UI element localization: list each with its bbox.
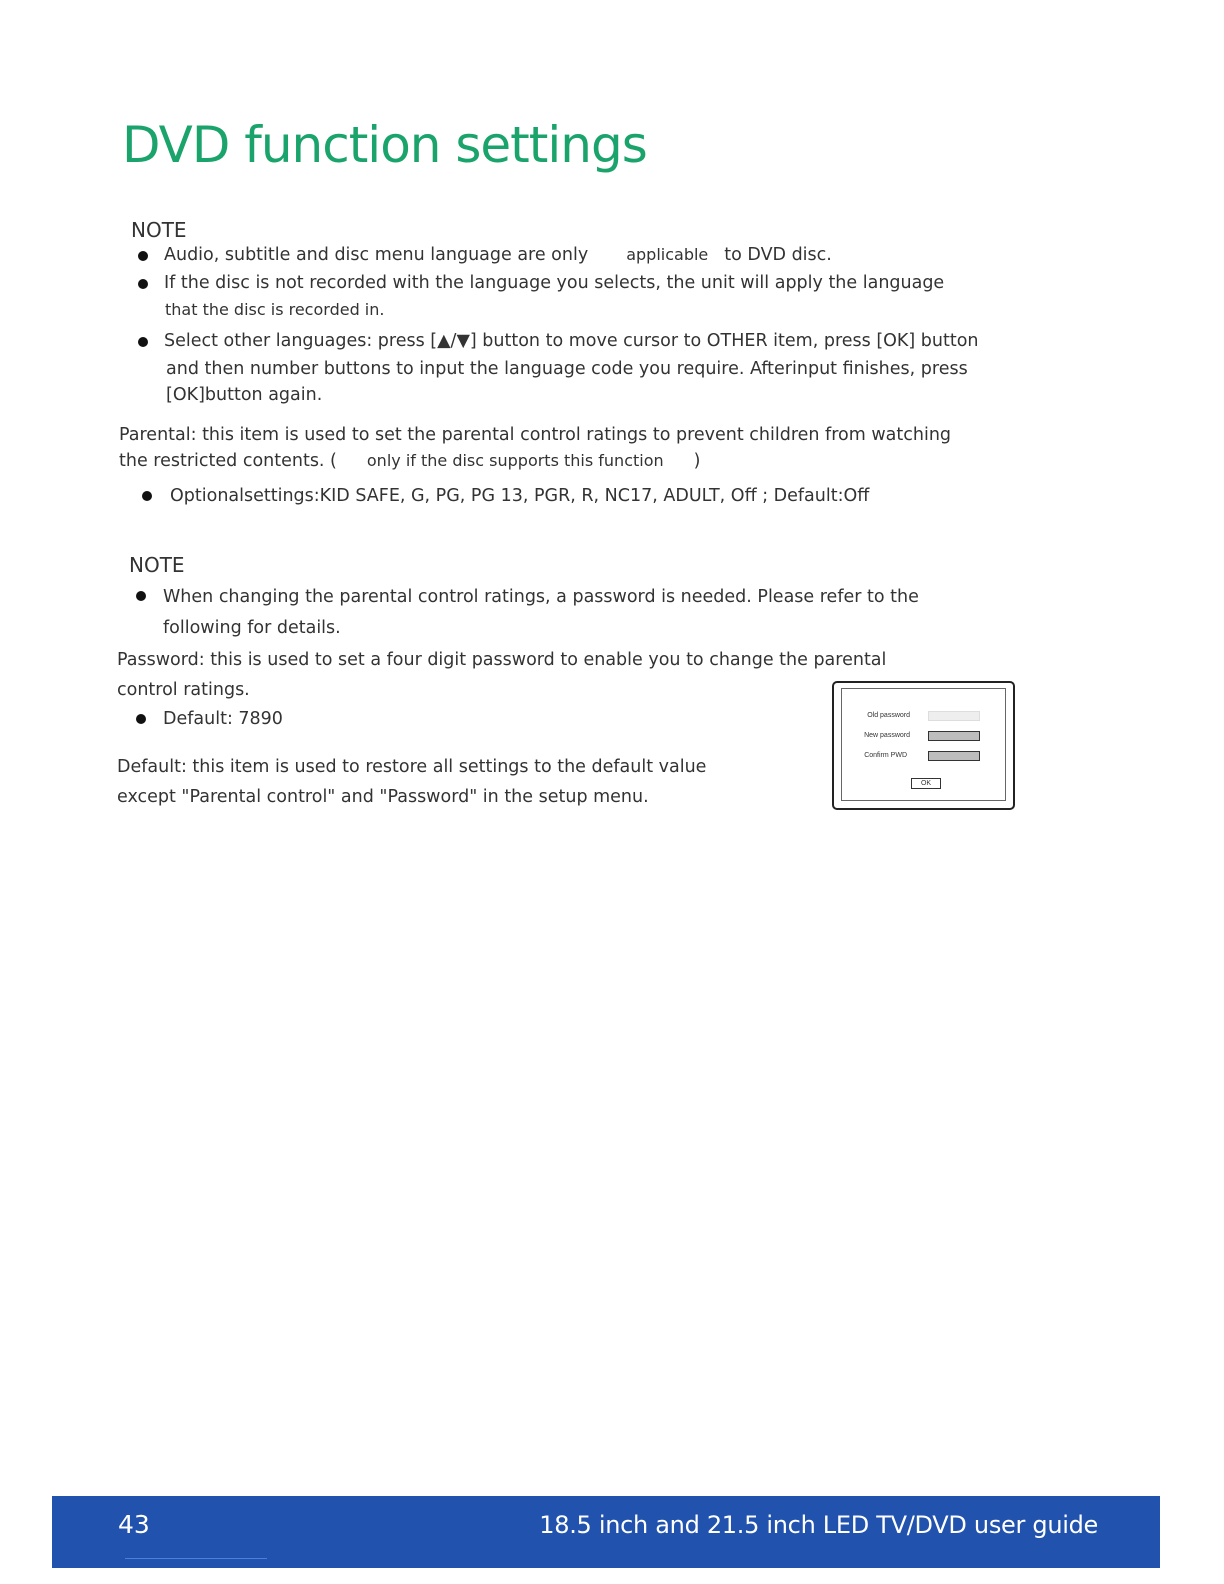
password-default: Default: 7890 [163, 709, 283, 729]
parental-text: only if the disc supports this function [366, 451, 664, 470]
bullet-icon [136, 591, 146, 601]
ok-button: OK [911, 778, 941, 789]
note-item-line: following for details. [163, 618, 341, 638]
confirm-password-field [928, 751, 980, 761]
dialog-divider [841, 800, 1006, 801]
parental-description-line2 [119, 453, 700, 471]
note-heading: NOTE [129, 553, 185, 577]
old-password-label: Old password [867, 712, 910, 719]
footer-band [52, 1496, 1160, 1568]
note-item-line: [OK]button again. [166, 385, 323, 405]
note-item-line: that the disc is recorded in. [165, 300, 385, 319]
page-number: 43 [118, 1510, 150, 1539]
bullet-icon [138, 251, 148, 261]
old-password-field [928, 711, 980, 721]
footer-underline [125, 1558, 267, 1559]
bullet-icon [138, 337, 148, 347]
parental-text: ) [693, 451, 701, 471]
note-heading: NOTE [131, 218, 187, 242]
password-description-line2: control ratings. [117, 680, 250, 700]
note-item-text: applicable [626, 245, 709, 264]
default-description: Default: this item is used to restore all settings to the default value [117, 757, 707, 777]
new-password-label: New password [864, 732, 910, 739]
note-item-line: If the disc is not recorded with the language you selects, the unit will apply the language [164, 273, 945, 293]
guide-title: 18.5 inch and 21.5 inch LED TV/DVD user guide [539, 1511, 1098, 1539]
parental-options: Optionalsettings:KID SAFE, G, PG, PG 13, PGR, R, NC17, ADULT, Off ; Default:Off [170, 486, 870, 506]
note-item-text: to DVD disc. [724, 245, 832, 265]
bullet-icon [136, 714, 146, 724]
password-description: Password: this is used to set a four digit password to enable you to change the parental [117, 650, 887, 670]
note-item-line: When changing the parental control ratings, a password is needed. Please refer to the [163, 587, 919, 607]
confirm-password-label: Confirm PWD [864, 752, 907, 759]
note-item-text: Audio, subtitle and disc menu language are only [164, 245, 589, 265]
note-item-line: Select other languages: press [▲/▼] button to move cursor to OTHER item, press [OK] button [164, 331, 979, 351]
password-dialog-illustration [832, 681, 1015, 810]
note-item-language [164, 247, 832, 265]
parental-description: Parental: this item is used to set the parental control ratings to prevent children from watching [119, 425, 952, 445]
page-title: DVD function settings [122, 116, 647, 174]
bullet-icon [138, 279, 148, 289]
note-item-line: and then number buttons to input the language code you require. Afterinput finishes, press [166, 359, 968, 379]
parental-text: the restricted contents. ( [119, 451, 337, 471]
default-description-line2: except "Parental control" and "Password" in the setup menu. [117, 787, 649, 807]
bullet-icon [142, 491, 152, 501]
new-password-field [928, 731, 980, 741]
